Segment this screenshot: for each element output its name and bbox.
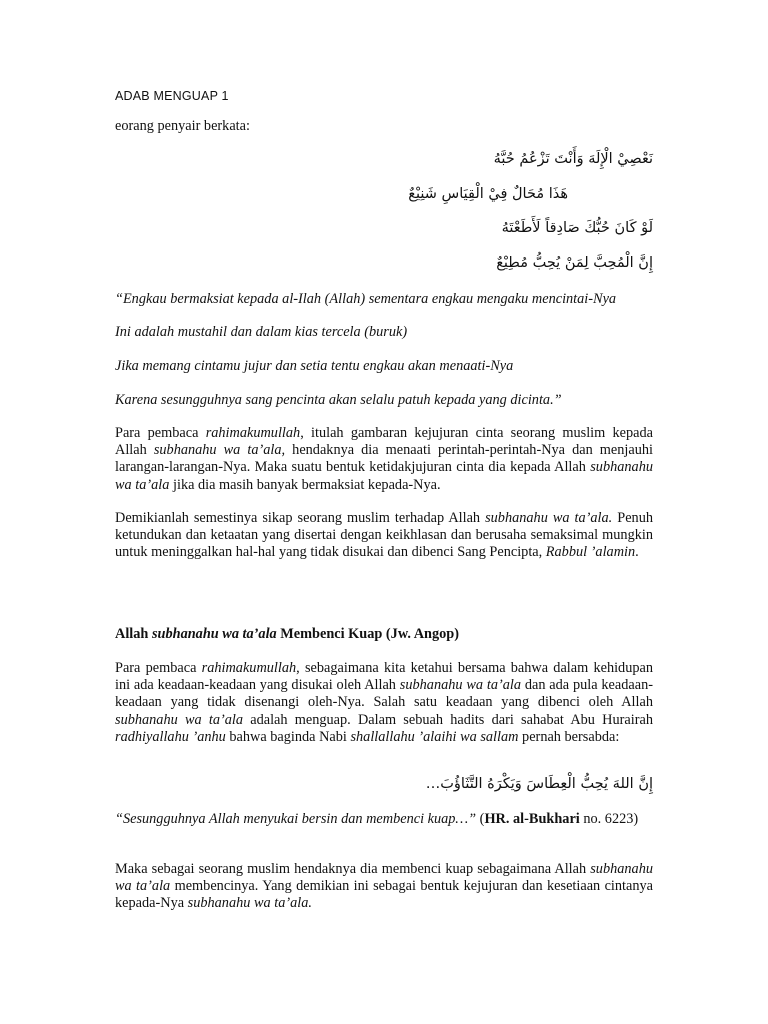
hadith-translation: “Sesungguhnya Allah menyukai bersin dan membenci kuap…” (HR. al-Bukhari no. 6223) — [115, 811, 639, 827]
translation-line-1: “Engkau bermaksiat kepada al-Ilah (Allah) sementara engkau mengaku mencintai-Nya — [115, 291, 617, 307]
paragraph-2: Demikianlah semestinya sikap seorang muslim terhadap Allah subhanahu wa ta’ala. Penuh ketundukan dan ketaatan yang disertai dengan keikhlasan dan berusaha semaksimal mungkin untuk meninggalkan hal-hal yang tidak disukai dan dibenci Sang Pencipta, Rabbul ’alamin. — [115, 510, 653, 561]
arabic-verse-1: نَعْصِيْ الْإِلَهَ وَأَنْتَ تَزْعُمُ حُبَّهُ — [493, 151, 653, 167]
paragraph-1: Para pembaca rahimakumullah, itulah gambaran kejujuran cinta seorang muslim kepada Allah subhanahu wa ta’ala, hendaknya dia menaati perintah-perintah-Nya dan menjauhi larangan-larangan-Nya. Maka suatu bentuk ketidakjujuran cinta dia kepada Allah subhanahu wa ta’ala jika dia masih banyak bermaksiat kepada-Nya. — [115, 425, 653, 493]
arabic-verse-4: إِنَّ الْمُحِبَّ لِمَنْ يُحِبُّ مُطِيْعٌ — [496, 255, 653, 271]
translation-line-4: Karena sesungguhnya sang pencinta akan selalu patuh kepada yang dicinta.” — [115, 392, 562, 408]
paragraph-4: Maka sebagai seorang muslim hendaknya dia membenci kuap sebagaimana Allah subhanahu wa ta’ala membencinya. Yang demikian ini sebagai bentuk kejujuran dan kesetiaan cintanya kepada-Nya subhanahu wa ta’ala. — [115, 861, 653, 912]
translation-line-3: Jika memang cintamu jujur dan setia tentu engkau akan menaati-Nya — [115, 358, 514, 374]
arabic-verse-3: لَوْ كَانَ حُبُّكَ صَادِقاً لَأَطَعْتَهُ — [501, 220, 653, 236]
hadith-arabic: إِنَّ اللهَ يُحِبُّ الْعِطَاسَ وَيَكْرَهُ التَّثَاؤُبَ… — [425, 776, 653, 792]
paragraph-3: Para pembaca rahimakumullah, sebagaimana kita ketahui bersama bahwa dalam kehidupan ini ada keadaan-keadaan yang disukai oleh Allah subhanahu wa ta’ala dan ada pula keadaan-keadaan yang tidak disenangi oleh-Nya. Salah satu keadaan yang dibenci oleh Allah subhanahu wa ta’ala adalah menguap. Dalam sebuah hadits dari sahabat Abu Hurairah radhiyallahu ’anhu bahwa baginda Nabi shallallahu ’alaihi wa sallam pernah bersabda: — [115, 660, 654, 745]
intro-line: eorang penyair berkata: — [115, 118, 250, 134]
section-heading: Allah subhanahu wa ta’ala Membenci Kuap (Jw. Angop) — [115, 626, 460, 642]
arabic-verse-2: هَذَا مُحَالٌ فِيْ الْقِيَاسِ شَنِيْعٌ — [408, 186, 568, 202]
page-title: ADAB MENGUAP 1 — [115, 89, 229, 103]
translation-line-2: Ini adalah mustahil dan dalam kias tercela (buruk) — [115, 324, 408, 340]
